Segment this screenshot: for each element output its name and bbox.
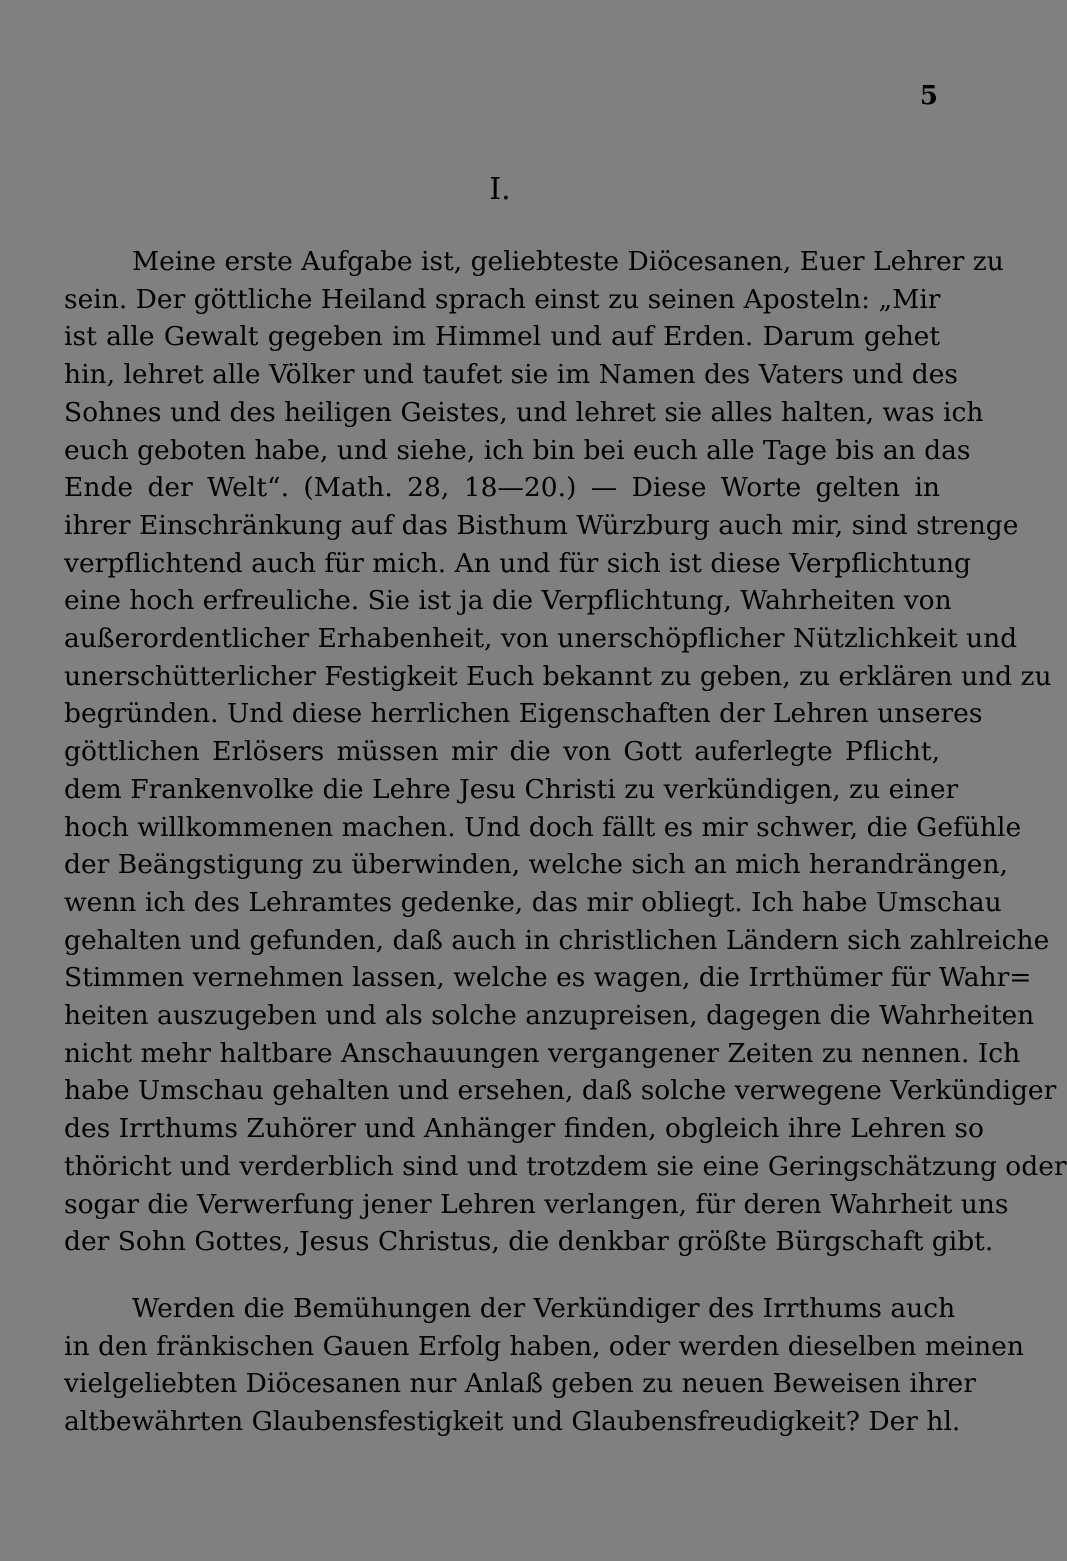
text-line: unerschütterlicher Festigkeit Euch bekannt zu geben, zu erklären und zu bbox=[64, 660, 1052, 692]
text-line: hin, lehret alle Völker und taufet sie im Namen des Vaters und des bbox=[64, 359, 958, 391]
text-line: Ende der Welt“. (Math. 28, 18—20.) — Diese Worte gelten in bbox=[64, 472, 940, 504]
text-line: Werden die Bemühungen der Verkündiger des Irrthums auch bbox=[132, 1293, 956, 1324]
text-line: begründen. Und diese herrlichen Eigenschaften der Lehren unseres bbox=[64, 698, 983, 730]
text-line: göttlichen Erlösers müssen mir die von Gott auferlegte Pflicht, bbox=[64, 736, 940, 768]
text-line: heiten auszugeben und als solche anzupreisen, dagegen die Wahrheiten bbox=[64, 1000, 1035, 1032]
text-line: ihrer Einschränkung auf das Bisthum Würzburg auch mir, sind strenge bbox=[64, 509, 1019, 541]
text-line: gehalten und gefunden, daß auch in christlichen Ländern sich zahlreiche bbox=[64, 924, 1050, 956]
text-line: sein. Der göttliche Heiland sprach einst zu seinen Aposteln: „Mir bbox=[64, 283, 941, 315]
text-line: vielgeliebten Diöcesanen nur Anlaß geben zu neuen Beweisen ihrer bbox=[64, 1368, 976, 1400]
text-line: des Irrthums Zuhörer und Anhänger finden, obgleich ihre Lehren so bbox=[64, 1113, 984, 1145]
text-line: sogar die Verwerfung jener Lehren verlangen, für deren Wahrheit uns bbox=[64, 1188, 1009, 1220]
text-line: in den fränkischen Gauen Erfolg haben, oder werden dieselben meinen bbox=[64, 1330, 1024, 1362]
text-line: altbewährten Glaubensfestigkeit und Glaubensfreudigkeit? Der hl. bbox=[64, 1406, 961, 1438]
text-line: Sohnes und des heiligen Geistes, und lehret sie alles halten, was ich bbox=[64, 396, 984, 428]
text-line: euch geboten habe, und siehe, ich bin bei euch alle Tage bis an das bbox=[64, 434, 971, 466]
text-line: der Sohn Gottes, Jesus Christus, die denkbar größte Bürgschaft gibt. bbox=[64, 1226, 994, 1258]
paragraph-1 bbox=[64, 243, 1067, 1261]
text-line: der Beängstigung zu überwinden, welche sich an mich herandrängen, bbox=[64, 849, 1008, 881]
text-line: eine hoch erfreuliche. Sie ist ja die Verpflichtung, Wahrheiten von bbox=[64, 585, 952, 617]
page-number: 5 bbox=[919, 81, 938, 111]
text-line: nicht mehr haltbare Anschauungen vergangener Zeiten zu nennen. Ich bbox=[64, 1037, 1021, 1069]
text-line: Meine erste Aufgabe ist, geliebteste Diöcesanen, Euer Lehrer zu bbox=[132, 246, 1004, 277]
paragraph-2 bbox=[64, 1290, 1024, 1441]
text-line: ist alle Gewalt gegeben im Himmel und auf Erden. Darum gehet bbox=[64, 321, 940, 353]
text-line: wenn ich des Lehramtes gedenke, das mir obliegt. Ich habe Umschau bbox=[64, 886, 1002, 918]
text-line: hoch willkommenen machen. Und doch fällt es mir schwer, die Gefühle bbox=[64, 811, 1022, 843]
chapter-heading: I. bbox=[489, 172, 511, 207]
text-line: verpflichtend auch für mich. An und für sich ist diese Verpflichtung bbox=[64, 547, 971, 579]
text-line: Stimmen vernehmen lassen, welche es wagen, die Irrthümer für Wahr= bbox=[64, 962, 1032, 994]
text-line: dem Frankenvolke die Lehre Jesu Christi zu verkündigen, zu einer bbox=[64, 773, 959, 805]
text-line: außerordentlicher Erhabenheit, von unerschöpflicher Nützlichkeit und bbox=[64, 623, 1018, 655]
text-line: thöricht und verderblich sind und trotzdem sie eine Geringschätzung oder bbox=[64, 1150, 1067, 1182]
text-line: habe Umschau gehalten und ersehen, daß solche verwegene Verkündiger bbox=[64, 1075, 1057, 1107]
